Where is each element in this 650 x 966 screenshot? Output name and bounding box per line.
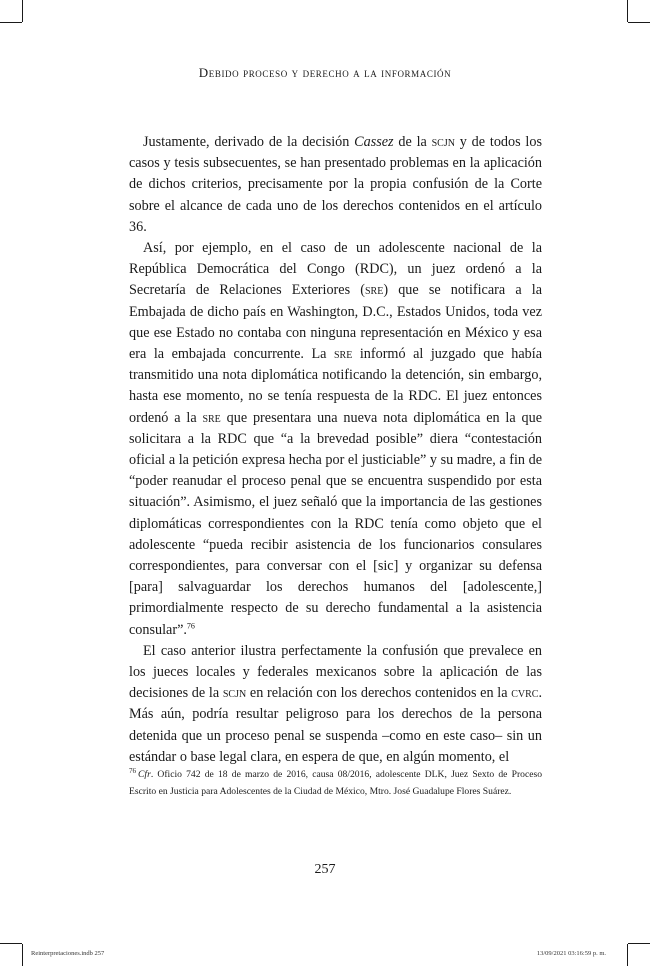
paragraph: El caso anterior ilustra perfectamente la confusión que prevalece en los jueces locales y federales mexicanos sobre la aplicación de las decisiones de la scjn en relación con los derechos contenidos en la cvrc. Más aún, podría resultar peligroso para los derechos de la persona detenida que un proceso penal se suspenda –como en este caso– sin un estándar o base legal clara, en espera de que, en algún momento, el (129, 642, 542, 765)
slug-timestamp: 13/09/2021 03:16:59 p. m. (536, 950, 606, 957)
body-text (129, 132, 542, 768)
crop-mark (628, 943, 650, 944)
footnote: $^{76}$ Cfr. Oficio 742 de 18 de marzo de 2016, causa 08/2016, adolescente DLK, Juez Sexto de Proceso Escrito en Justicia para Adolescentes de la Ciudad de México, Mtro. José Guadalupe Flores Suárez. (129, 766, 542, 797)
running-head: Debido proceso y derecho a la información (198, 65, 452, 80)
crop-mark (627, 944, 628, 966)
crop-mark (628, 22, 650, 23)
slug-file: Reinterpretaciones.indb 257 (31, 950, 105, 957)
paragraph: Justamente, derivado de la decisión Cassez de la scjn y de todos los casos y tesis subsecuentes, se han presentado problemas en la aplicación de dichos criterios, precisamente por la propia confusión de la Corte sobre el alcance de cada uno de los derechos contenidos en el artículo 36. (129, 134, 542, 235)
crop-mark (0, 22, 22, 23)
crop-mark (22, 944, 23, 966)
crop-mark (0, 943, 22, 944)
page-number: 257 (314, 862, 336, 877)
footnote-ref: 76 (186, 620, 195, 630)
paragraph: Así, por ejemplo, en el caso de un adolescente nacional de la República Democrática del Congo (RDC), un juez ordenó a la Secretaría de Relaciones Exteriores (sre) que se notificara a la Embajada de dicho país en Washington, D.C., Estados Unidos, toda vez que ese Estado no contaba con ninguna representación en México y esa era la embajada concurrente. La sre informó al juzgado que había transmitido una nota diplomática notificando la detención, sin embargo, hasta ese momento, no se tenía respuesta de la RDC. El juez entonces ordenó a la sre que presentara una nueva nota diplomática en la que solicitara a la RDC que “a la brevedad posible” diera “contestación oficial a la petición expresa hecha por el justiciable” y su madre, a fin de “poder reanudar el proceso penal que se encuentra suspendido por esta situación”. Asimismo, el juez señaló que la importancia de las gestiones diplomáticas correspondientes con la RDC tenía como objeto que el adolescente “pueda recibir asistencia de los funcionarios consulares correspondientes, para conversar con el [sic] y organizar su defensa [para] salvaguardar los derechos humanos del [adolescente,] primordialmente respecto de su derecho fundamental a la asistencia consular”.$^{76}$ (129, 240, 542, 638)
crop-mark (627, 0, 628, 22)
crop-mark (22, 0, 23, 22)
